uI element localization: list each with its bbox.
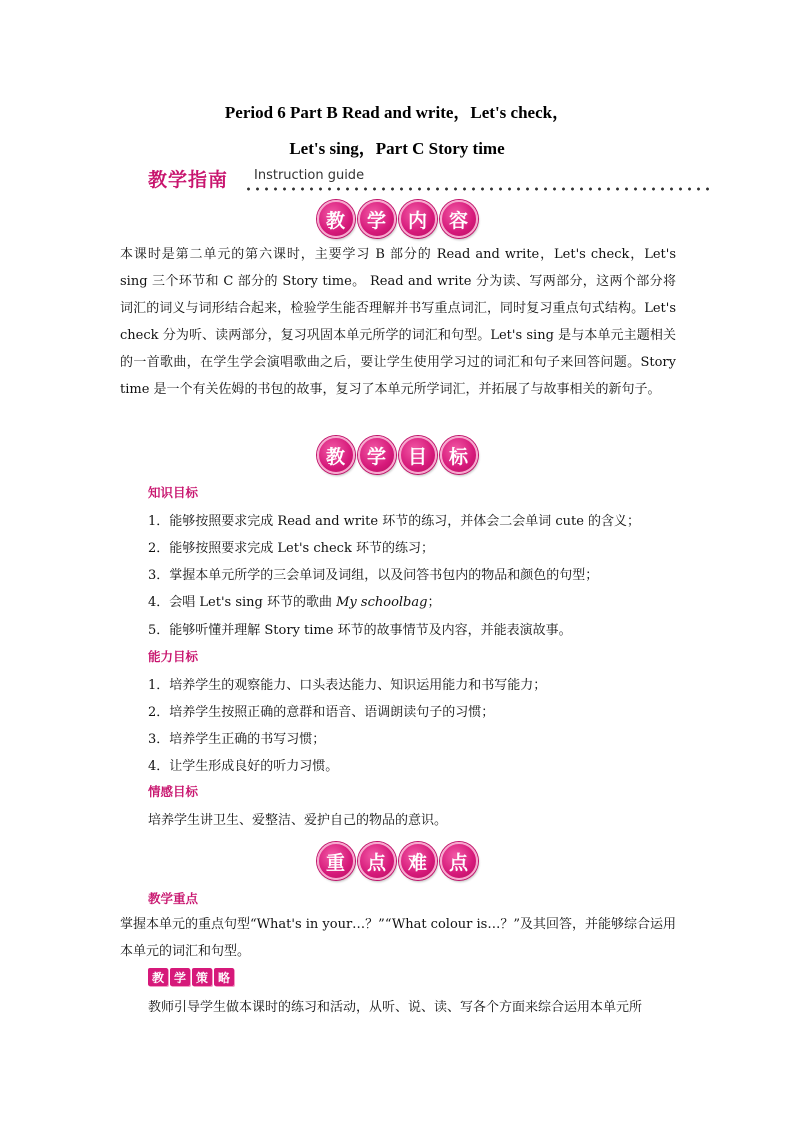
knowledge-item: 5．能够听懂并理解 Story time 环节的故事情节及内容，并能表演故事。 bbox=[148, 623, 572, 638]
badge-char: 略 bbox=[214, 968, 234, 986]
badge-char: 点 bbox=[358, 842, 396, 880]
badge-char: 内 bbox=[399, 200, 437, 238]
guide-title-en: Instruction guide bbox=[254, 168, 365, 183]
ability-goals-heading: 能力目标 bbox=[148, 649, 199, 664]
badge-char: 教 bbox=[148, 968, 168, 986]
knowledge-item-4-prefix: 4．会唱 Let's sing 环节的歌曲 bbox=[148, 595, 337, 610]
title-line-2: Let's sing，Part C Story time bbox=[289, 139, 505, 158]
badge-char: 难 bbox=[399, 842, 437, 880]
badge-char: 学 bbox=[358, 200, 396, 238]
instruction-guide-bar bbox=[148, 165, 714, 195]
badge-char: 教 bbox=[317, 436, 355, 474]
badge-char: 教 bbox=[317, 200, 355, 238]
knowledge-item: 1．能够按照要求完成 Read and write 环节的练习，并体会二会单词 cute 的含义； bbox=[148, 514, 641, 529]
ability-item: 1．培养学生的观察能力、口头表达能力、知识运用能力和书写能力； bbox=[148, 678, 547, 693]
badge-teaching-content bbox=[0, 200, 794, 238]
badge-char: 标 bbox=[440, 436, 478, 474]
intro-paragraph: 本课时是第二单元的第六课时，主要学习 B 部分的 Read and write，Let's check，Let's sing 三个环节和 C 部分的 Story time。 Read and write 分为读、写两部分，这两个部分将词汇的词义与词形结合起来，检验学生能否理解并书写重点词汇，同时复习重点句式结构。Let's check 分为听、读两部分，复习巩固本单元所学的词汇和句型。Let's sing 是与本单元主题相关的一首歌曲，在学生学会演唱歌曲之后，要让学生使用学习过的词汇和句子来回答问题。Story time 是一个有关佐姆的书包的故事，复习了本单元所学词汇，并拓展了与故事相关的新句子。 bbox=[120, 247, 676, 397]
dotted-divider bbox=[244, 187, 714, 191]
strategy-text: 教师引导学生做本课时的练习和活动，从听、说、读、写各个方面来综合运用本单元所 bbox=[148, 1000, 643, 1015]
knowledge-item-4-suffix: ； bbox=[427, 595, 441, 610]
badge-char: 容 bbox=[440, 200, 478, 238]
key-points-heading: 教学重点 bbox=[148, 891, 199, 906]
badge-teaching-goals bbox=[0, 436, 794, 474]
ability-item: 4．让学生形成良好的听力习惯。 bbox=[148, 759, 339, 774]
knowledge-item: 2．能够按照要求完成 Let's check 环节的练习； bbox=[148, 541, 434, 556]
badge-char: 策 bbox=[192, 968, 212, 986]
badge-teaching-strategy bbox=[148, 968, 234, 986]
song-title: My schoolbag bbox=[336, 595, 428, 610]
knowledge-item: 3．掌握本单元所学的三会单词及词组，以及问答书包内的物品和颜色的句型； bbox=[148, 568, 599, 583]
badge-char: 目 bbox=[399, 436, 437, 474]
badge-char: 学 bbox=[358, 436, 396, 474]
ability-item: 3．培养学生正确的书写习惯； bbox=[148, 732, 326, 747]
badge-char: 点 bbox=[440, 842, 478, 880]
guide-title-cn: 教学指南 bbox=[148, 169, 229, 191]
badge-key-difficult bbox=[0, 842, 794, 880]
badge-char: 学 bbox=[170, 968, 190, 986]
knowledge-item bbox=[148, 591, 440, 610]
badge-char: 重 bbox=[317, 842, 355, 880]
ability-item: 2．培养学生按照正确的意群和语音、语调朗读句子的习惯； bbox=[148, 705, 495, 720]
emotion-goals-heading: 情感目标 bbox=[148, 784, 199, 799]
title-line-1: Period 6 Part B Read and write，Let's check， bbox=[224, 103, 570, 122]
knowledge-goals-heading: 知识目标 bbox=[148, 485, 199, 500]
emotion-text: 培养学生讲卫生、爱整洁、爱护自己的物品的意识。 bbox=[148, 813, 448, 828]
key-points-text: 掌握本单元的重点句型“What's in your…？”“What colour is…？”及其回答，并能够综合运用本单元的词汇和句型。 bbox=[120, 917, 676, 959]
